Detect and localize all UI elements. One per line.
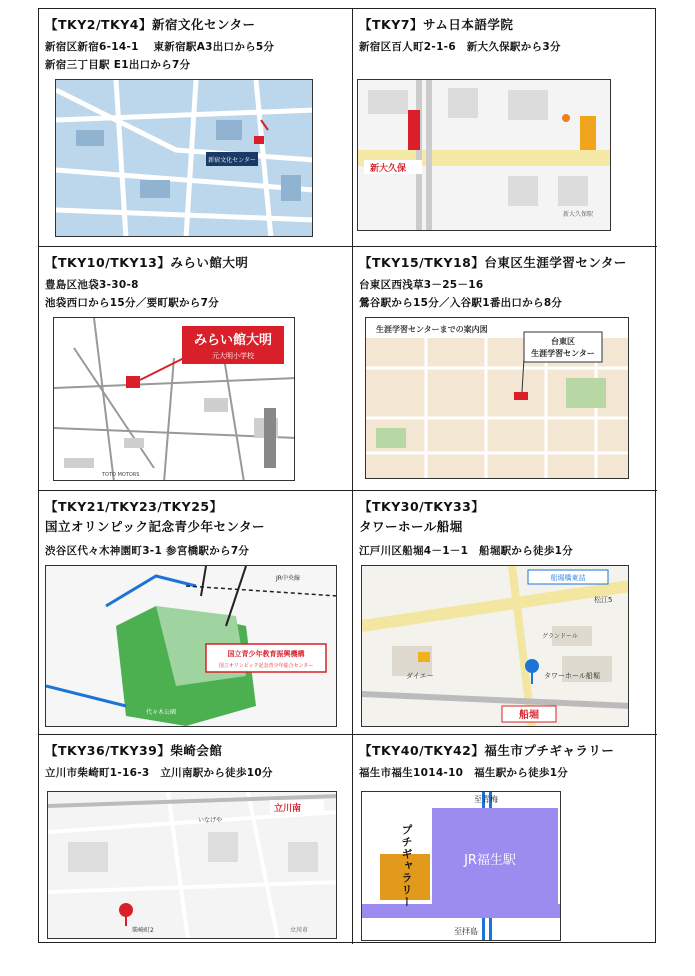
venue-title: 【TKY21/TKY23/TKY25】 — [45, 499, 223, 514]
map-label-matsue: 松江5 — [594, 596, 613, 604]
venue-map-taito — [365, 317, 629, 479]
map-label-park: 代々木公園 — [146, 709, 177, 716]
venue-address: 台東区西浅草3－25－16 — [359, 279, 484, 291]
map-label-granddoll: グランドール — [542, 633, 578, 640]
venue-cell-taito — [353, 247, 657, 491]
map-label-shibasaki: 柴崎町2 — [132, 927, 154, 934]
venue-map-olympic — [45, 565, 337, 727]
venue-title: 【TKY15/TKY18】台東区生涯学習センター — [359, 255, 627, 270]
venue-title-line2: タワーホール船堀 — [359, 519, 463, 534]
venue-map-shibasaki — [47, 791, 337, 939]
map-label-mirai: みらい館大明 — [193, 333, 273, 348]
map-label-jr: JR中央線 — [276, 575, 300, 582]
map-label-jr-station: JR福生駅 — [464, 853, 516, 868]
map-label-station-small: 新大久保駅 — [563, 211, 594, 218]
map-label-school: 元大明小学校 — [212, 352, 254, 360]
map-label-tower-hall: タワーホール船堀 — [544, 672, 600, 680]
venue-title-line2: 国立オリンピック記念青少年センター — [45, 519, 266, 534]
map-label-inageya: いなげや — [198, 817, 223, 824]
map-label-center: 生涯学習センター — [531, 349, 595, 358]
venue-access: 鶯谷駅から15分／入谷駅1番出口から8分 — [359, 297, 563, 309]
venue-address: 渋谷区代々木神園町3-1 参宮橋駅から7分 — [45, 545, 250, 557]
map-label-daiei: ダイエー — [406, 672, 434, 680]
venue-map-mirai — [53, 317, 295, 481]
map-header: 生涯学習センターまでの案内図 — [376, 325, 488, 334]
map-label-haijima: 至拝島 — [454, 927, 478, 936]
venue-address: 新宿区新宿6-14-1 東新宿駅A3出口から5分 — [45, 41, 275, 53]
venue-title: 【TKY7】サム日本語学院 — [359, 17, 514, 32]
venue-address: 立川市柴崎町1-16-3 立川南駅から徒歩10分 — [45, 767, 273, 779]
venue-cell-fussa — [353, 735, 657, 944]
map-label-org: 国立青少年教育振興機構 — [227, 650, 305, 658]
venue-title: 【TKY10/TKY13】みらい館大明 — [45, 255, 249, 270]
map-label-station: 立川南 — [274, 804, 302, 814]
venue-access: 新宿三丁目駅 E1出口から7分 — [45, 59, 191, 71]
venue-cell-shinjuku — [39, 9, 353, 247]
venue-cell-shibasaki — [39, 735, 353, 944]
map-label-center: 国立オリンピック記念青少年総合センター — [218, 663, 314, 669]
venue-cell-mirai — [39, 247, 353, 491]
map-label-bridge: 船堀橋東詰 — [550, 574, 586, 582]
venue-cell-samu — [353, 9, 657, 247]
venue-address: 豊島区池袋3-30-8 — [45, 279, 139, 291]
venue-map-funabori — [361, 565, 629, 727]
venue-cell-olympic — [39, 491, 353, 735]
map-label-ome: 至青梅 — [474, 795, 498, 804]
venue-map-fussa — [361, 791, 561, 941]
map-label-station: 新大久保 — [370, 164, 407, 174]
venue-title: 【TKY36/TKY39】柴崎会館 — [45, 743, 223, 758]
venue-address: 江戸川区船堀4－1－1 船堀駅から徒歩1分 — [359, 545, 574, 557]
map-label-ward: 台東区 — [551, 337, 575, 346]
venue-map-samu — [357, 79, 611, 231]
venue-access: 池袋西口から15分／要町駅から7分 — [45, 297, 220, 309]
venue-map-shinjuku — [55, 79, 313, 237]
map-label-shinjuku-bunka: 新宿文化センター — [208, 157, 256, 164]
venue-title: 【TKY2/TKY4】新宿文化センター — [45, 17, 256, 32]
venue-title: 【TKY40/TKY42】福生市プチギャラリー — [359, 743, 615, 758]
map-label-city: 立川市 — [290, 927, 309, 934]
gallery-vertical-label: プチギャラリー — [400, 824, 413, 908]
venue-address: 福生市福生1014-10 福生駅から徒歩1分 — [359, 767, 569, 779]
venue-title: 【TKY30/TKY33】 — [359, 499, 485, 514]
map-label-station: 船堀 — [519, 710, 539, 721]
venue-address: 新宿区百人町2-1-6 新大久保駅から3分 — [359, 41, 561, 53]
map-label-toto: TOTO MOTORS — [102, 472, 140, 478]
venue-cell-funabori — [353, 491, 657, 735]
venue-grid — [38, 8, 656, 943]
